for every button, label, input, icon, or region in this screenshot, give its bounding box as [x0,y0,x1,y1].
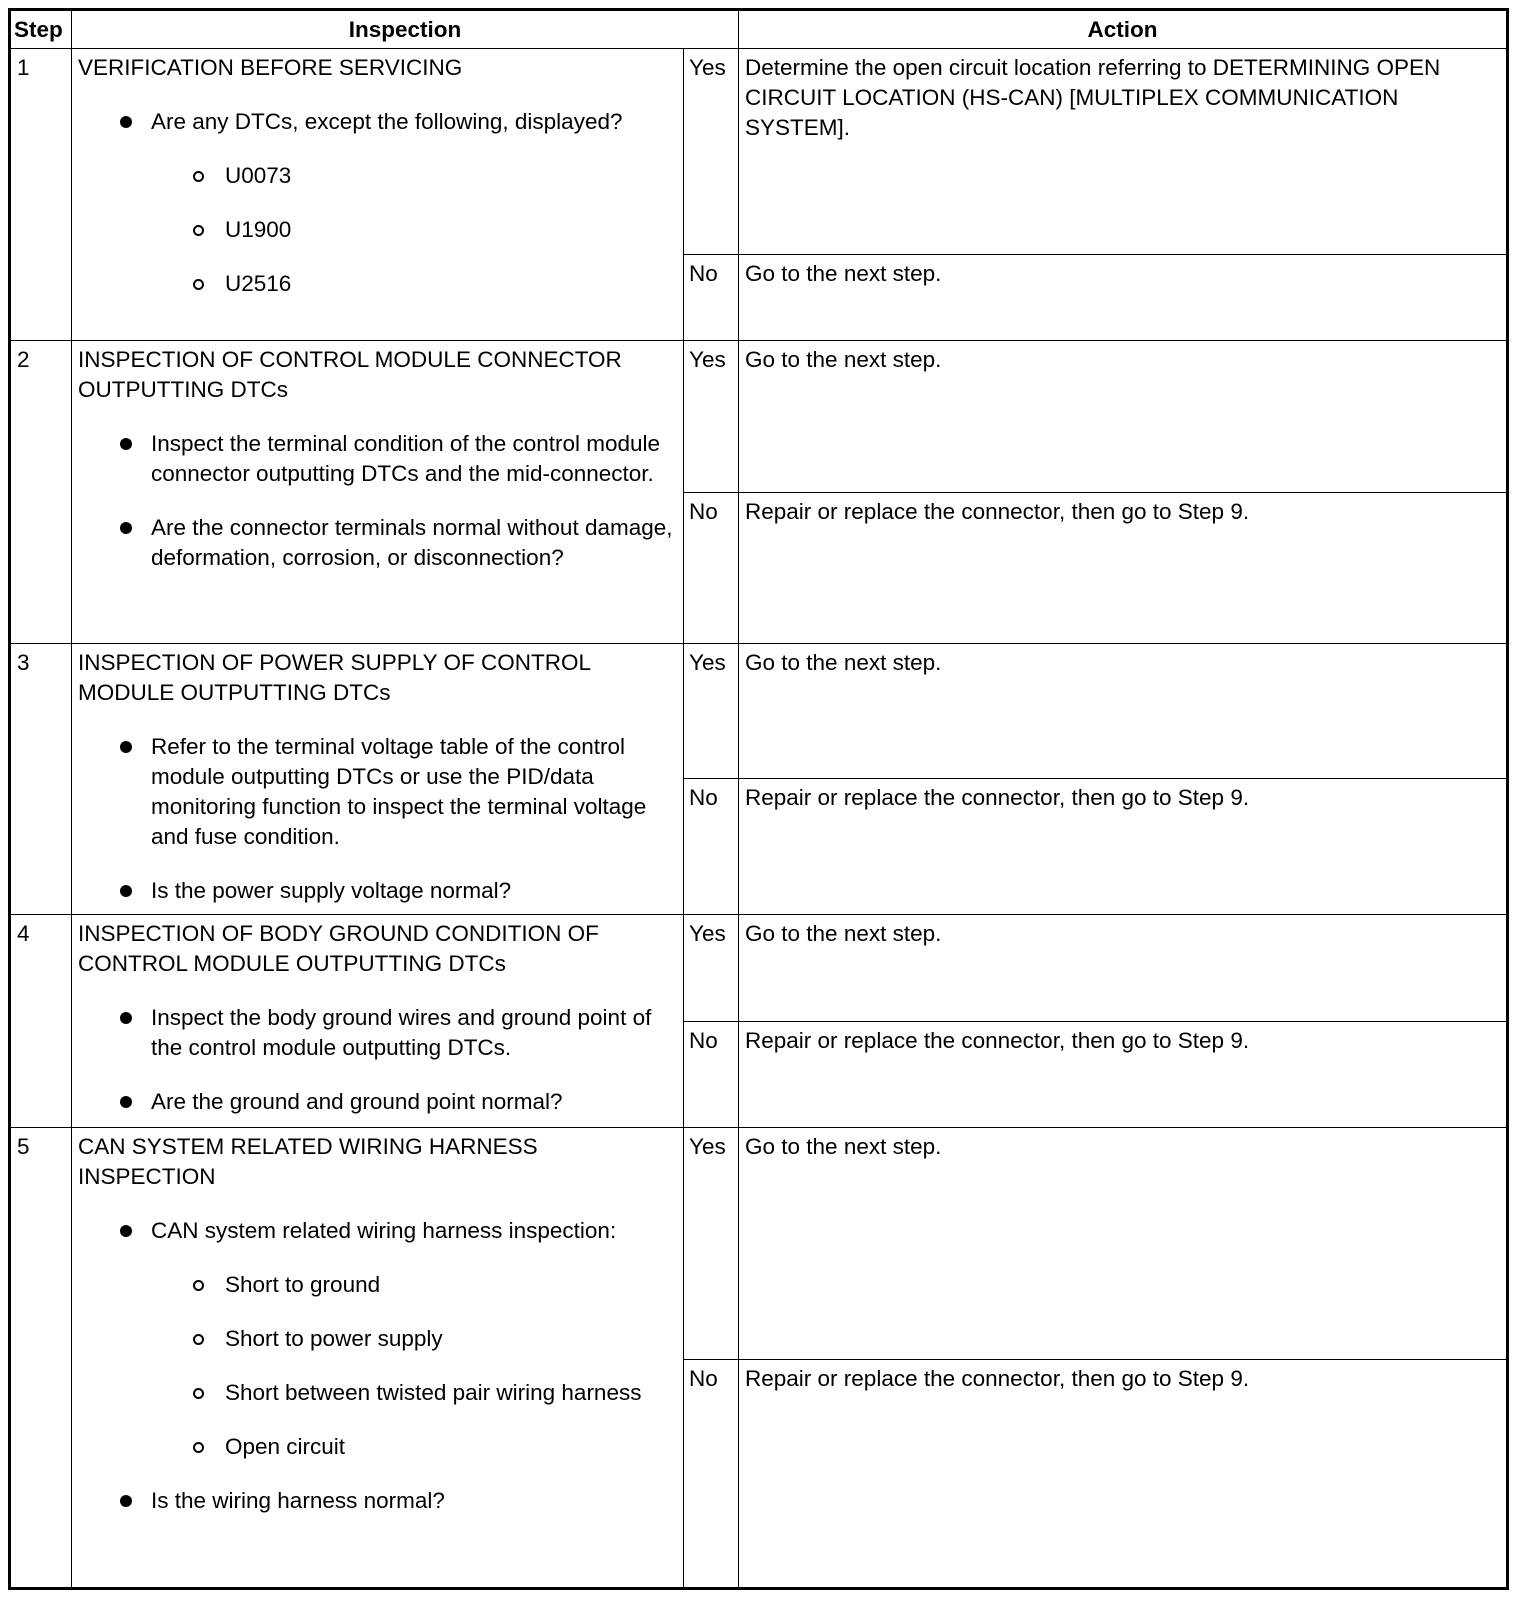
step-row-yes [10,341,1508,493]
bullet-item: Refer to the terminal voltage table of the control module outputting DTCs or use the PID/data monitoring function to inspect the terminal voltage and fuse condition. [151,732,677,852]
yes-label: Yes [684,341,739,493]
bullet-item: Inspect the body ground wires and ground point of the control module outputting DTCs. [151,1003,677,1063]
step-number: 5 [10,1128,72,1589]
sub-bullet-item: U0073 [225,161,677,191]
bullet-item: Is the wiring harness normal? [151,1486,677,1516]
bullet-item: Inspect the terminal condition of the control module connector outputting DTCs and the mid-connector. [151,429,677,489]
sub-bullet-item: Open circuit [225,1432,677,1462]
diagnostic-procedure-table [8,8,1509,1590]
bullet-item: Are any DTCs, except the following, displayed? [151,107,677,137]
no-label: No [684,1022,739,1128]
header-action: Action [739,10,1508,49]
step-number: 3 [10,644,72,915]
bullet-item: Are the ground and ground point normal? [151,1087,677,1117]
yes-action: Go to the next step. [739,644,1508,779]
step-number: 4 [10,915,72,1128]
step-row-yes [10,644,1508,779]
no-action: Repair or replace the connector, then go to Step 9. [739,1360,1508,1589]
no-label: No [684,1360,739,1589]
inspection-title: INSPECTION OF BODY GROUND CONDITION OF CONTROL MODULE OUTPUTTING DTCs [78,921,599,976]
inspection-cell [72,49,684,341]
bullet-item: Are the connector terminals normal without damage, deformation, corrosion, or disconnection? [151,513,677,573]
no-label: No [684,255,739,341]
no-action: Repair or replace the connector, then go to Step 9. [739,779,1508,915]
yes-action: Determine the open circuit location referring to DETERMINING OPEN CIRCUIT LOCATION (HS-CAN) [MULTIPLEX COMMUNICATION SYSTEM]. [739,49,1508,255]
no-label: No [684,779,739,915]
no-action: Repair or replace the connector, then go to Step 9. [739,493,1508,644]
header-step: Step [10,10,72,49]
step-number: 2 [10,341,72,644]
yes-label: Yes [684,644,739,779]
no-label: No [684,493,739,644]
inspection-title: VERIFICATION BEFORE SERVICING [78,55,463,80]
sub-bullet-item: Short to power supply [225,1324,677,1354]
bullet-item: Is the power supply voltage normal? [151,876,677,906]
step-number: 1 [10,49,72,341]
bullet-item: CAN system related wiring harness inspection: [151,1216,677,1246]
step-row-yes [10,49,1508,255]
yes-action: Go to the next step. [739,341,1508,493]
step-row-yes [10,1128,1508,1360]
inspection-cell [72,1128,684,1589]
inspection-title: INSPECTION OF CONTROL MODULE CONNECTOR OUTPUTTING DTCs [78,347,622,402]
yes-label: Yes [684,1128,739,1360]
yes-action: Go to the next step. [739,915,1508,1022]
inspection-title: INSPECTION OF POWER SUPPLY OF CONTROL MODULE OUTPUTTING DTCs [78,650,591,705]
no-action: Go to the next step. [739,255,1508,341]
header-inspection: Inspection [72,10,739,49]
no-action: Repair or replace the connector, then go to Step 9. [739,1022,1508,1128]
yes-label: Yes [684,49,739,255]
yes-label: Yes [684,915,739,1022]
sub-bullet-item: Short to ground [225,1270,677,1300]
inspection-cell [72,915,684,1128]
sub-bullet-item: Short between twisted pair wiring harness [225,1378,677,1408]
header-row [10,10,1508,49]
sub-bullet-item: U2516 [225,269,677,299]
inspection-cell [72,644,684,915]
yes-action: Go to the next step. [739,1128,1508,1360]
step-row-yes [10,915,1508,1022]
inspection-title: CAN SYSTEM RELATED WIRING HARNESS INSPECTION [78,1134,538,1189]
sub-bullet-item: U1900 [225,215,677,245]
inspection-cell [72,341,684,644]
